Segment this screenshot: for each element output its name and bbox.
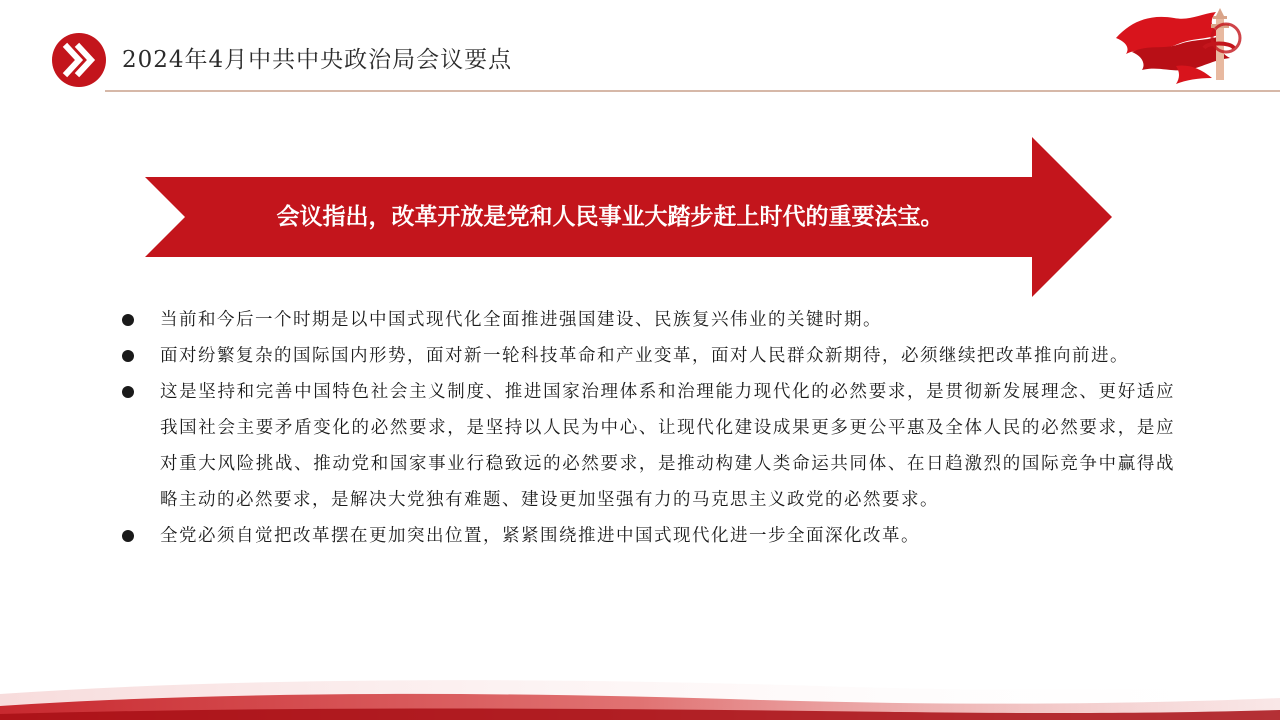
double-chevron-right-icon bbox=[52, 33, 106, 87]
list-item bbox=[120, 518, 1175, 554]
red-flag-huabiao-icon bbox=[1112, 8, 1244, 86]
list-item-text: 这是坚持和完善中国特色社会主义制度、推进国家治理体系和治理能力现代化的必然要求，是贯彻新发展理念、更好适应我国社会主要矛盾变化的必然要求，是坚持以人民为中心、让现代化建设成果更多更公平惠及全体人民的必然要求，是应对重大风险挑战、推动党和国家事业行稳致远的必然要求，是推动构建人类命运共同体、在日趋激烈的国际竞争中赢得战略主动的必然要求，是解决大党独有难题、建设更加坚强有力的马克思主义政党的必然要求。 bbox=[160, 382, 1175, 510]
header-divider bbox=[105, 90, 1280, 92]
list-item-text: 当前和今后一个时期是以中国式现代化全面推进强国建设、民族复兴伟业的关键时期。 bbox=[160, 310, 882, 330]
banner-text: 会议指出，改革开放是党和人民事业大踏步赶上时代的重要法宝。 bbox=[276, 204, 944, 230]
bullet-dot-icon bbox=[122, 350, 134, 362]
page-title: 2024年4月中共中央政治局会议要点 bbox=[122, 47, 513, 73]
list-item bbox=[120, 374, 1175, 518]
bullet-dot-icon bbox=[122, 530, 134, 542]
bullet-dot-icon bbox=[122, 314, 134, 326]
list-item-text: 面对纷繁复杂的国际国内形势，面对新一轮科技革命和产业变革，面对人民群众新期待，必须继续把改革推向前进。 bbox=[160, 346, 1129, 366]
list-item-text: 全党必须自觉把改革摆在更加突出位置，紧紧围绕推进中国式现代化进一步全面深化改革。 bbox=[160, 526, 920, 546]
list-item bbox=[120, 302, 1175, 338]
bullet-dot-icon bbox=[122, 386, 134, 398]
footer-wave-decoration bbox=[0, 650, 1280, 720]
list-item bbox=[120, 338, 1175, 374]
bullet-list bbox=[120, 302, 1175, 554]
